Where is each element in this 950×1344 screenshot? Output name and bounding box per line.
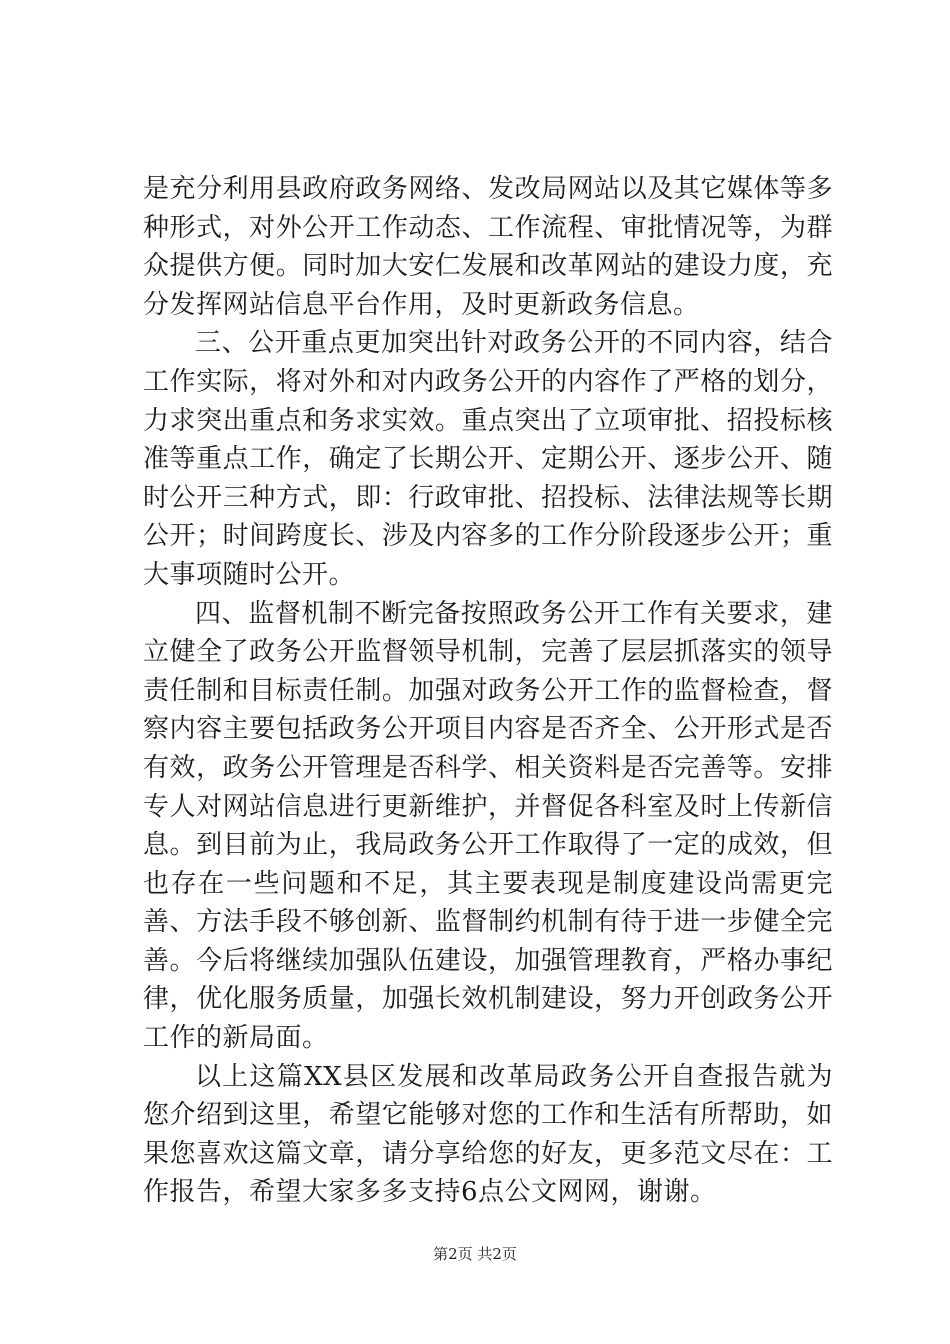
document-body — [143, 170, 833, 1212]
page-footer — [0, 1244, 950, 1264]
page-number: 第2页 共2页 — [433, 1245, 517, 1263]
paragraph-section-three: 三、公开重点更加突出针对政务公开的不同内容，结合工作实际，将对外和对内政务公开的内容作了严格的划分，力求突出重点和务求实效。重点突出了立项审批、招投标核准等重点工作，确定了长期公开、定期公开、逐步公开、随时公开三种方式，即：行政审批、招投标、法律法规等长期公开；时间跨度长、涉及内容多的工作分阶段逐步公开；重大事项随时公开。 — [143, 328, 833, 590]
paragraph-section-four: 四、监督机制不断完备按照政务公开工作有关要求，建立健全了政务公开监督领导机制，完善了层层抓落实的领导责任制和目标责任制。加强对政务公开工作的监督检查，督察内容主要包括政务公开项目内容是否齐全、公开形式是否有效，政务公开管理是否科学、相关资料是否完善等。安排专人对网站信息进行更新维护，并督促各科室及时上传新信息。到目前为止，我局政务公开工作取得了一定的成效，但也存在一些问题和不足，其主要表现是制度建设尚需更完善、方法手段不够创新、监督制约机制有待于进一步健全完善。今后将继续加强队伍建设，加强管理教育，严格办事纪律，优化服务质量，加强长效机制建设，努力开创政务公开工作的新局面。 — [143, 598, 833, 1054]
paragraph-closing: 以上这篇XX县区发展和改革局政务公开自查报告就为您介绍到这里，希望它能够对您的工作和生活有所帮助，如果您喜欢这篇文章，请分享给您的好友，更多范文尽在：工作报告，希望大家多多支持6点公文网网，谢谢。 — [143, 1061, 833, 1208]
paragraph-continued: 是充分利用县政府政务网络、发改局网站以及其它媒体等多种形式，对外公开工作动态、工作流程、审批情况等，为群众提供方便。同时加大安仁发展和改革网站的建设力度，充分发挥网站信息平台作用，及时更新政务信息。 — [143, 174, 833, 320]
